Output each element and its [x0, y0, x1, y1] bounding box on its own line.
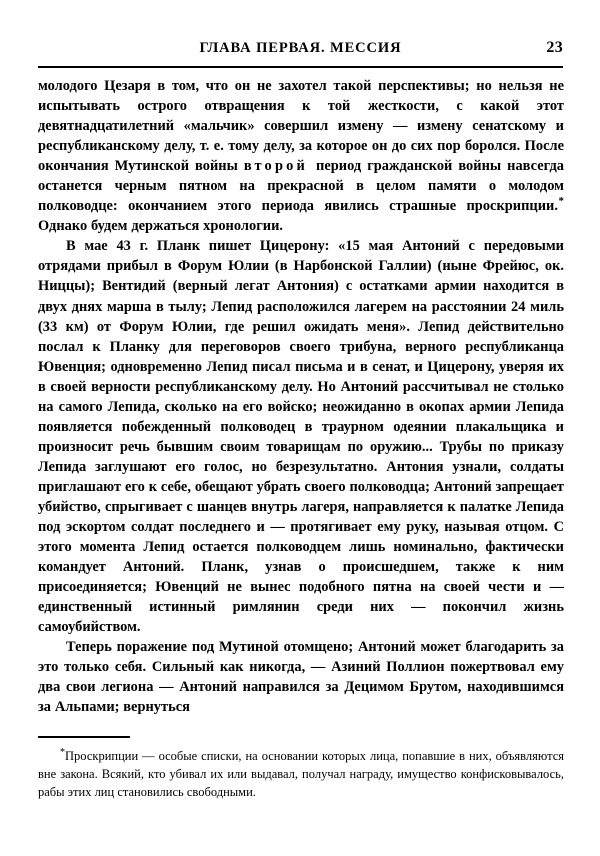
- footnote-block: [38, 748, 564, 802]
- header-rule: [38, 66, 563, 68]
- paragraph-1-text-a: молодого Цезаря в том, что он не захотел такой перспективы; но нельзя не испытывать острого отвращения к той жесткости, с какой этот девятнадцатилетний «мальчик» совершил измену — измену сенатскому и республиканскому делу, т. е. тому делу, за которое он до сих пор боролся. После окончания Мутинской войны: [38, 78, 564, 175]
- page-number: 23: [546, 39, 563, 56]
- body-text-block: [38, 76, 564, 718]
- emphasized-word: второй: [243, 158, 309, 175]
- footnote-reference-marker: *: [558, 195, 564, 208]
- footnote-separator-rule: [38, 736, 130, 738]
- paragraph-2: В мае 43 г. Планк пишет Цицерону: «15 мая Антоний с передовыми отрядами прибыл в Форум Юлии (в Нарбонской Галлии) (ныне Фрейюс, ок. Ниццы); Вентидий (верный легат Антония) с остатками армии находится в двух днях марша в тылу; Лепид расположился лагерем на расстоянии 24 миль (33 км) от Форум Юлии, где решил ожидать меня». Лепид действительно послал к Планку для переговоров своего трибуна, верного республиканца Ювенция; одновременно Лепид писал письма и в сенат, и Цицерону, уверяя их в своей верности республиканскому делу. Но Антоний рассчитывал не столько на самого Лепида, сколько на его войско; неожиданно в окопах армии Лепида появляется побежденный полководец в траурном одеянии плакальщика и произносит речь бывшим своим товарищам по оружию... Трубы по приказу Лепида заглушают его голос, но безрезультатно. Антония узнали, солдаты приглашают его к себе, обещают убрать своего полководца; Антоний запрещает убийство, спрыгивает с шанцев внутрь лагеря, направляется к палатке Лепида под эскортом солдат последнего и — протягивает ему руку, называя отцом. С этого момента Лепид остается полководцем лишь номинально, фактически командует Антоний. Планк, узнав о происшедшем, также к ним присоединяется; Ювенций не вынес подобного пятна на своей чести и — единственный истинный римлянин среди них — покончил жизнь самоубийством.: [38, 238, 564, 636]
- footnote-marker: *: [60, 746, 65, 758]
- paragraph-continued: [38, 76, 564, 236]
- running-header: [38, 38, 563, 60]
- paragraph-3: Теперь поражение под Мутиной отомщено; Антоний может благодарить за это только себя. Сильный как никогда, — Азиний Поллион пожертвовал ему два свои легиона — Антоний направился за Децимом Брутом, находившимся за Альпами; вернуться: [38, 639, 564, 716]
- paragraph-1-text-c: Однако будем держаться хронологии.: [38, 218, 283, 235]
- paragraph-1-text-b: период гражданской войны навсегда останется черным пятном на прекрасной в целом памяти о молодом полководце: окончанием этого периода явились страшные проскрипции.: [38, 158, 564, 215]
- chapter-title: ГЛАВА ПЕРВАЯ. МЕССИЯ: [199, 40, 402, 56]
- footnote-text: Проскрипции — особые списки, на основании которых лица, попавшие в них, объявляются вне закона. Всякий, кто убивал их или выдавал, получал награду, имущество конфисковывалось, рабы этих лиц становились свободными.: [38, 749, 564, 799]
